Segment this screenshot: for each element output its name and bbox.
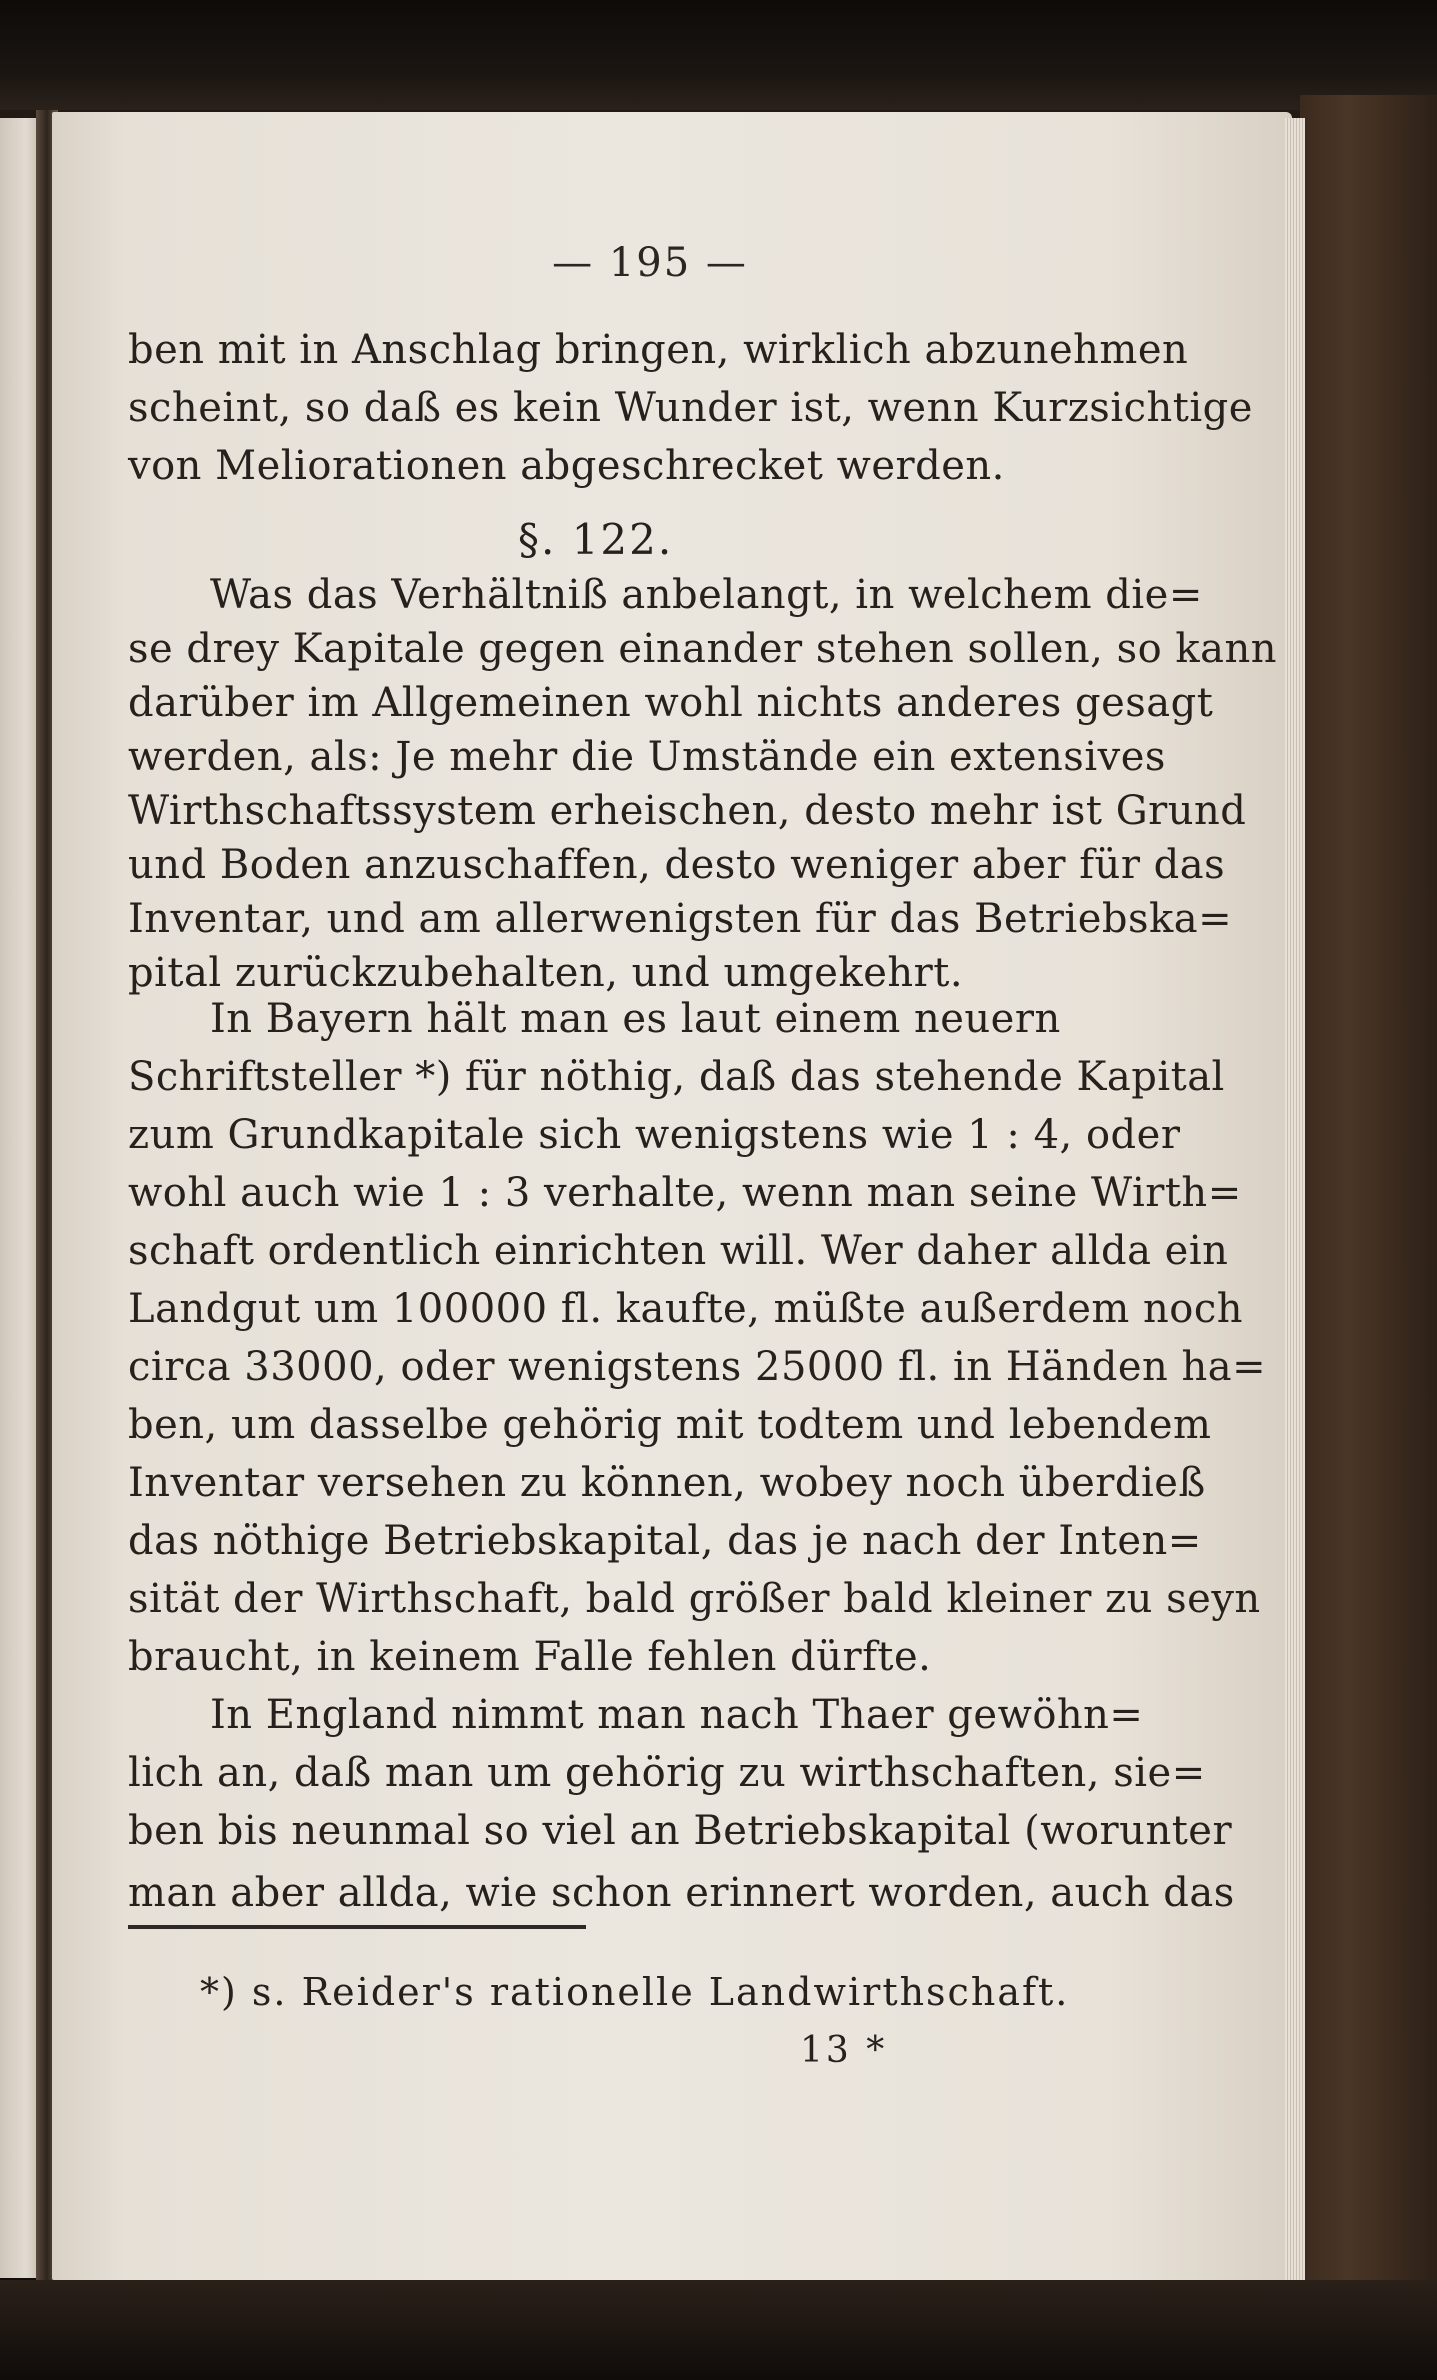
text-line: ben bis neunmal so viel an Betriebskapital (worunter — [128, 1808, 1233, 1854]
bottom-shadow — [0, 2280, 1437, 2380]
text-line: schaft ordentlich einrichten will. Wer daher allda ein — [128, 1228, 1229, 1274]
page-stack-edges — [1285, 118, 1305, 2283]
text-line: ben mit in Anschlag bringen, wirklich abzunehmen — [128, 327, 1189, 373]
text-line: scheint, so daß es kein Wunder ist, wenn Kurzsichtige — [128, 385, 1253, 431]
text-line: Inventar versehen zu können, wobey noch überdieß — [128, 1460, 1206, 1506]
top-shadow — [0, 0, 1437, 110]
section-heading: §. 122. — [518, 515, 674, 564]
text-line: braucht, in keinem Falle fehlen dürfte. — [128, 1634, 932, 1680]
text-line: circa 33000, oder wenigstens 25000 fl. in Händen ha= — [128, 1344, 1267, 1390]
text-line: In Bayern hält man es laut einem neuern — [210, 996, 1061, 1042]
printer-signature: 13 * — [800, 2030, 888, 2071]
book-cover-edge — [1300, 95, 1437, 2295]
text-line: se drey Kapitale gegen einander stehen sollen, so kann — [128, 626, 1278, 672]
text-line: das nöthige Betriebskapital, das je nach der Inten= — [128, 1518, 1202, 1564]
page-number-header: — 195 — — [552, 240, 748, 286]
text-line: In England nimmt man nach Thaer gewöhn= — [210, 1692, 1144, 1738]
text-line: pital zurückzubehalten, und umgekehrt. — [128, 950, 964, 996]
text-line: Schriftsteller *) für nöthig, daß das stehende Kapital — [128, 1054, 1225, 1100]
text-line: Was das Verhältniß anbelangt, in welchem die= — [210, 572, 1203, 618]
text-line: zum Grundkapitale sich wenigstens wie 1 : 4, oder — [128, 1112, 1181, 1158]
text-line: ben, um dasselbe gehörig mit todtem und lebendem — [128, 1402, 1212, 1448]
text-line: von Meliorationen abgeschrecket werden. — [128, 443, 1005, 489]
text-line: man aber allda, wie schon erinnert worden, auch das — [128, 1870, 1235, 1916]
text-line: Wirthschaftssystem erheischen, desto mehr ist Grund — [128, 788, 1247, 834]
text-line: werden, als: Je mehr die Umstände ein extensives — [128, 734, 1166, 780]
text-line: lich an, daß man um gehörig zu wirthschaften, sie= — [128, 1750, 1206, 1796]
text-line: und Boden anzuschaffen, desto weniger aber für das — [128, 842, 1226, 888]
footnote: *) s. Reider's rationelle Landwirthschaft. — [200, 1970, 1070, 2014]
text-line: Landgut um 100000 fl. kaufte, müßte außerdem noch — [128, 1286, 1244, 1332]
text-line: Inventar, und am allerwenigsten für das Betriebska= — [128, 896, 1233, 942]
text-line: sität der Wirthschaft, bald größer bald kleiner zu seyn — [128, 1576, 1261, 1622]
footnote-rule — [128, 1925, 586, 1929]
text-line: darüber im Allgemeinen wohl nichts anderes gesagt — [128, 680, 1214, 726]
text-line: wohl auch wie 1 : 3 verhalte, wenn man seine Wirth= — [128, 1170, 1242, 1216]
